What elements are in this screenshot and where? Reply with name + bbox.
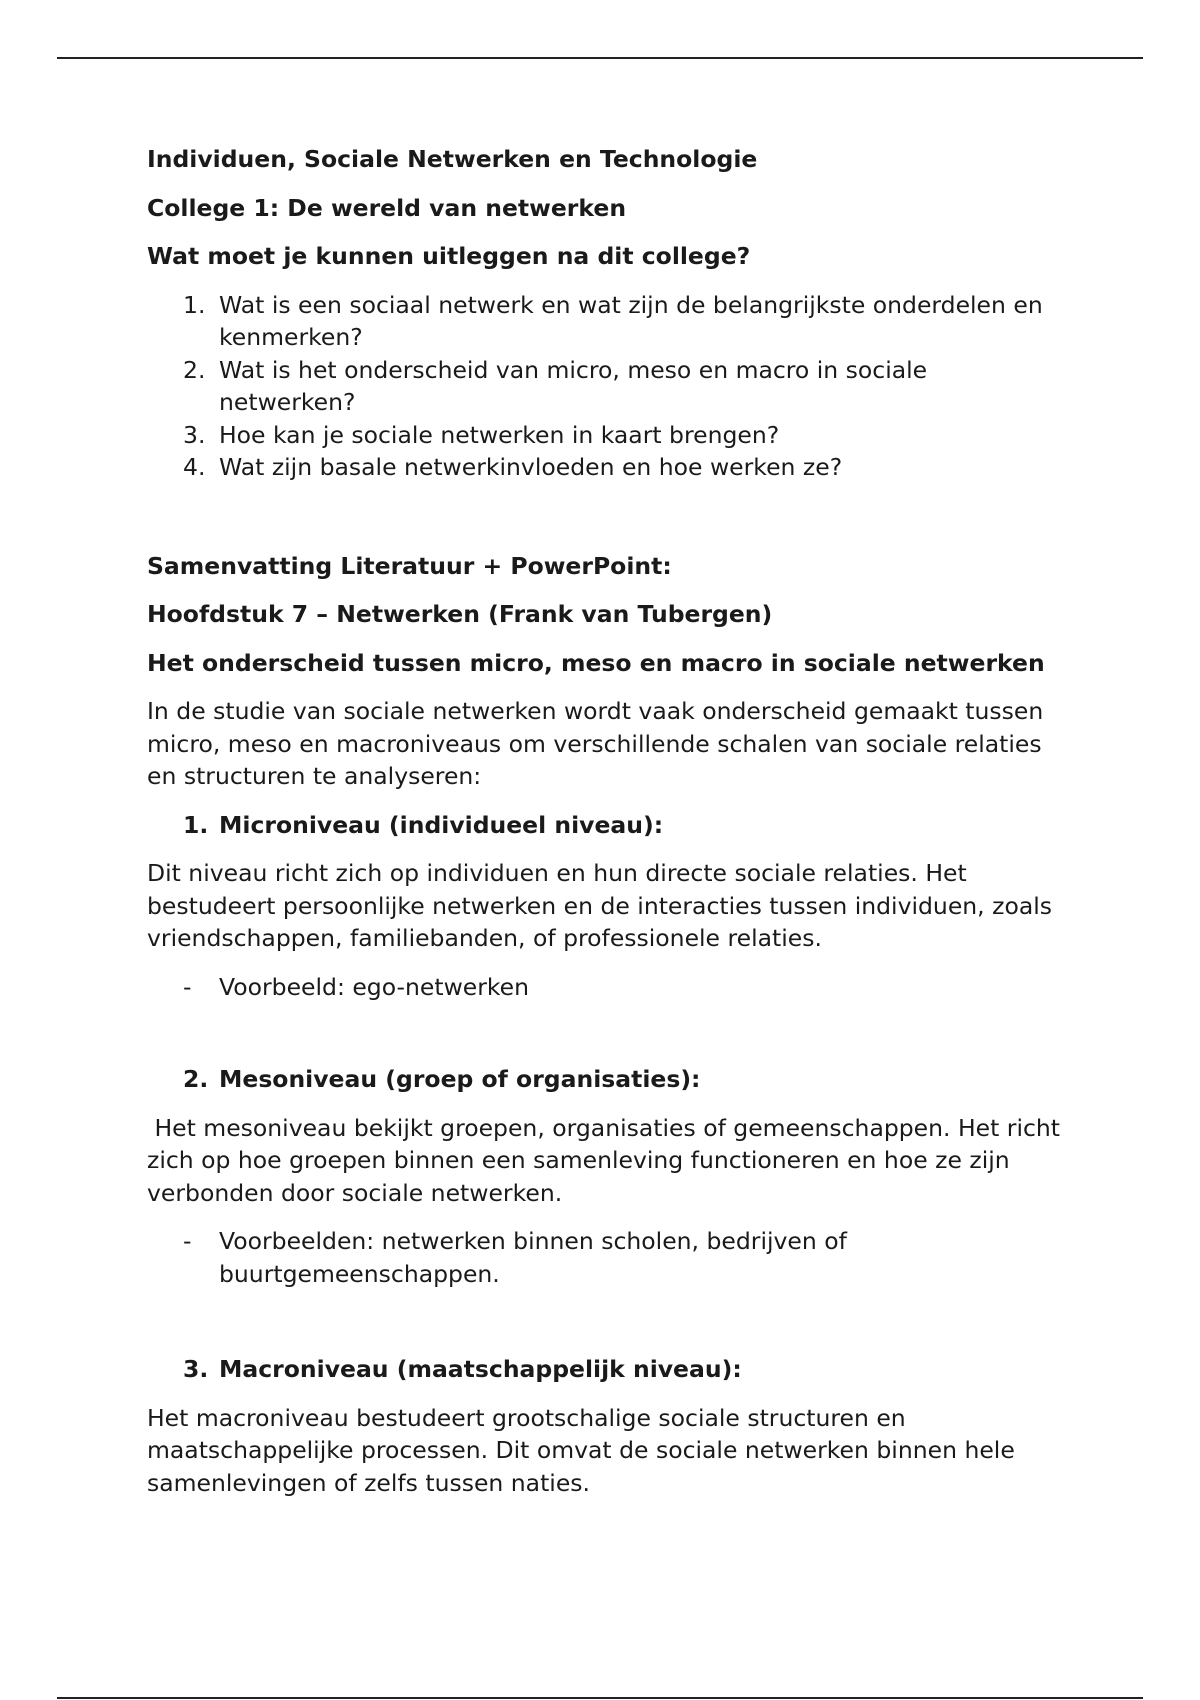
level-heading-macro: 3. Macroniveau (maatschappelijk niveau):: [183, 1355, 742, 1383]
bottom-rule: [57, 1697, 1143, 1699]
questions-heading: Wat moet je kunnen uitleggen na dit college?: [147, 242, 751, 270]
level-heading-micro: 1. Microniveau (individueel niveau):: [183, 810, 664, 839]
list-item: 1. Wat is een sociaal netwerk en wat zijn de belangrijkste onderdelen en kenmerken?: [183, 290, 1043, 351]
level-body-meso: Het mesoniveau bekijkt groepen, organisaties of gemeenschappen. Het richt zich op hoe groepen binnen een samenleving functioneren en hoe ze zijn verbonden door sociale netwerken.: [147, 1113, 1068, 1207]
document-body: [147, 143, 1067, 1515]
intro-paragraph: In de studie van sociale netwerken wordt vaak onderscheid gemaakt tussen micro, meso en macroniveaus om verschillende schalen van sociale relaties en structuren te analyseren:: [147, 697, 1044, 790]
example-micro: - Voorbeeld: ego-netwerken: [183, 972, 530, 1001]
top-rule: [57, 57, 1143, 59]
document-title: Individuen, Sociale Netwerken en Technologie: [147, 145, 758, 173]
level-body-micro: Dit niveau richt zich op individuen en hun directe sociale relaties. Het bestudeert persoonlijke netwerken en de interacties tussen individuen, zoals vriendschappen, familiebanden, of professionele relaties.: [147, 859, 1052, 952]
summary-heading: Samenvatting Literatuur + PowerPoint:: [147, 551, 672, 580]
level-heading-meso: 2. Mesoniveau (groep of organisaties):: [183, 1065, 701, 1093]
chapter-heading: Hoofdstuk 7 – Netwerken (Frank van Tubergen): [147, 600, 773, 628]
list-item: 2. Wat is het onderscheid van micro, meso en macro in sociale netwerken?: [183, 355, 928, 416]
list-item: 4. Wat zijn basale netwerkinvloeden en hoe werken ze?: [183, 453, 843, 481]
list-item: 3. Hoe kan je sociale netwerken in kaart brengen?: [183, 420, 780, 449]
college-title: College 1: De wereld van netwerken: [147, 193, 627, 222]
level-body-macro: Het macroniveau bestudeert grootschalige sociale structuren en maatschappelijke processen. Dit omvat de sociale netwerken binnen hele samenlevingen of zelfs tussen naties.: [147, 1403, 1015, 1497]
section-heading: Het onderscheid tussen micro, meso en macro in sociale netwerken: [147, 648, 1045, 677]
questions-list: [147, 289, 1067, 484]
example-meso: - Voorbeelden: netwerken binnen scholen, bedrijven of buurtgemeenschappen.: [183, 1227, 847, 1288]
